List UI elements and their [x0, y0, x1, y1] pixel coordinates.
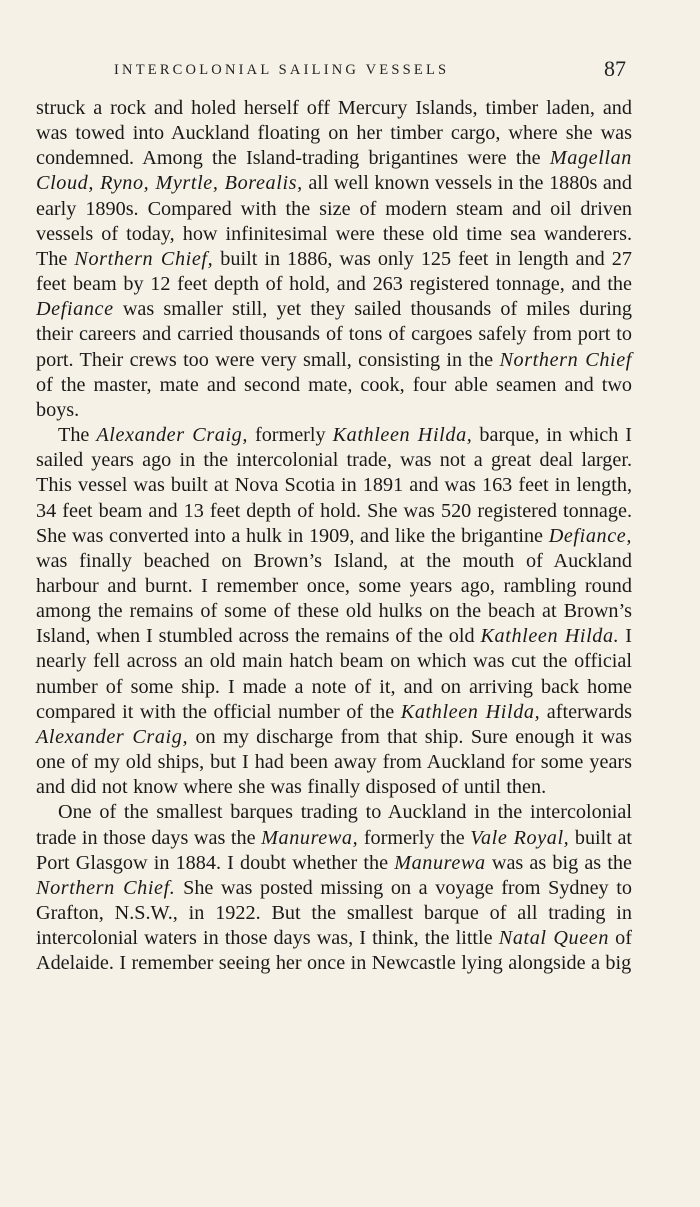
ship-name: Northern Chief	[499, 348, 632, 371]
text-run: of Adelaide. I remember seeing her once in Newcastle lying alongside a big	[36, 927, 632, 975]
book-page	[36, 56, 632, 1176]
text-run: barque, in which I sailed years ago in the intercolonial trade, was not a great deal larger. This vessel was built at Nova Scotia in 1891 and was 163 feet in length, 34 feet beam and 13 feet depth of hold. She was 520 registered tonnage. She was converted into a hulk in 1909, and like the brigantine	[36, 424, 632, 547]
ship-name: Northern Chief,	[74, 247, 214, 270]
text-run: formerly the	[358, 826, 471, 849]
ship-name: Alexander Craig,	[96, 424, 249, 447]
paragraph	[36, 800, 632, 976]
ship-name: Manurewa	[394, 851, 486, 874]
page-header	[36, 56, 632, 96]
body-text	[36, 96, 632, 976]
ship-name: Kathleen Hilda,	[400, 700, 541, 723]
text-run: She was posted missing on a voyage from Sydney to Grafton, N.S.W., in 1922. But the smallest barque of all trading in intercolonial waters in those days was, I think, the little	[36, 876, 632, 950]
ship-name: Northern Chief.	[36, 876, 176, 899]
ship-name: Magellan Cloud, Ryno, Myrtle, Borealis,	[36, 147, 632, 195]
paragraph	[36, 96, 632, 423]
text-run: all well known vessels in the 1880s and early 1890s. Compared with the size of modern steam and oil driven vessels of today, how infinitesimal were these old time sea wanderers. The	[36, 172, 632, 270]
page-number: 87	[604, 56, 626, 81]
text-run: The	[58, 424, 97, 447]
ship-name: Kathleen Hilda.	[480, 625, 620, 648]
ship-name: Manurewa,	[261, 826, 359, 849]
paragraph	[36, 423, 632, 800]
text-run: was as big as the	[485, 851, 632, 874]
text-run: was smaller still, yet they sailed thousands of miles during their careers and carried thousands of tons of cargoes safely from port to port. Their crews too were very small, consisting in the	[36, 298, 632, 371]
ship-name: Vale Royal,	[470, 826, 570, 849]
text-run: built at Port Glasgow in 1884. I doubt whether the	[36, 826, 633, 874]
text-run: was finally beached on Brown’s Island, at the mouth of Auckland harbour and burnt. I remember once, some years ago, rambling round among the remains of some of these old hulks on the beach at Brown’s Island, when I stumbled across the remains of the old	[36, 549, 632, 648]
running-head: INTERCOLONIAL SAILING VESSELS	[114, 62, 450, 78]
text-run: formerly	[248, 424, 333, 447]
ship-name: Kathleen Hilda,	[332, 424, 473, 447]
text-run: struck a rock and holed herself off Mercury Islands, timber laden, and was towed into Auckland floating on her timber cargo, where she was condemned. Among the Island-trading brigantines were the	[36, 97, 632, 170]
text-run: on my discharge from that ship. Sure enough it was one of my old ships, but I had been away from Auckland for some years and did not know where she was finally disposed of until then.	[36, 725, 632, 799]
text-run: afterwards	[540, 700, 632, 723]
ship-name: Natal Queen	[498, 927, 610, 950]
text-run: One of the smallest barques trading to Auckland in the intercolonial trade in those days was the	[36, 801, 632, 849]
text-run: I nearly fell across an old main hatch beam on which was cut the official number of some ship. I made a note of it, and on arriving back home compared it with the official number of the	[36, 625, 633, 723]
ship-name: Defiance	[36, 298, 114, 321]
ship-name: Defiance,	[548, 524, 632, 547]
text-run: built in 1886, was only 125 feet in length and 27 feet beam by 12 feet depth of hold, and 263 registered tonnage, and the	[36, 247, 632, 296]
text-run: of the master, mate and second mate, cook, four able seamen and two boys.	[36, 373, 632, 421]
ship-name: Alexander Craig,	[36, 725, 189, 748]
